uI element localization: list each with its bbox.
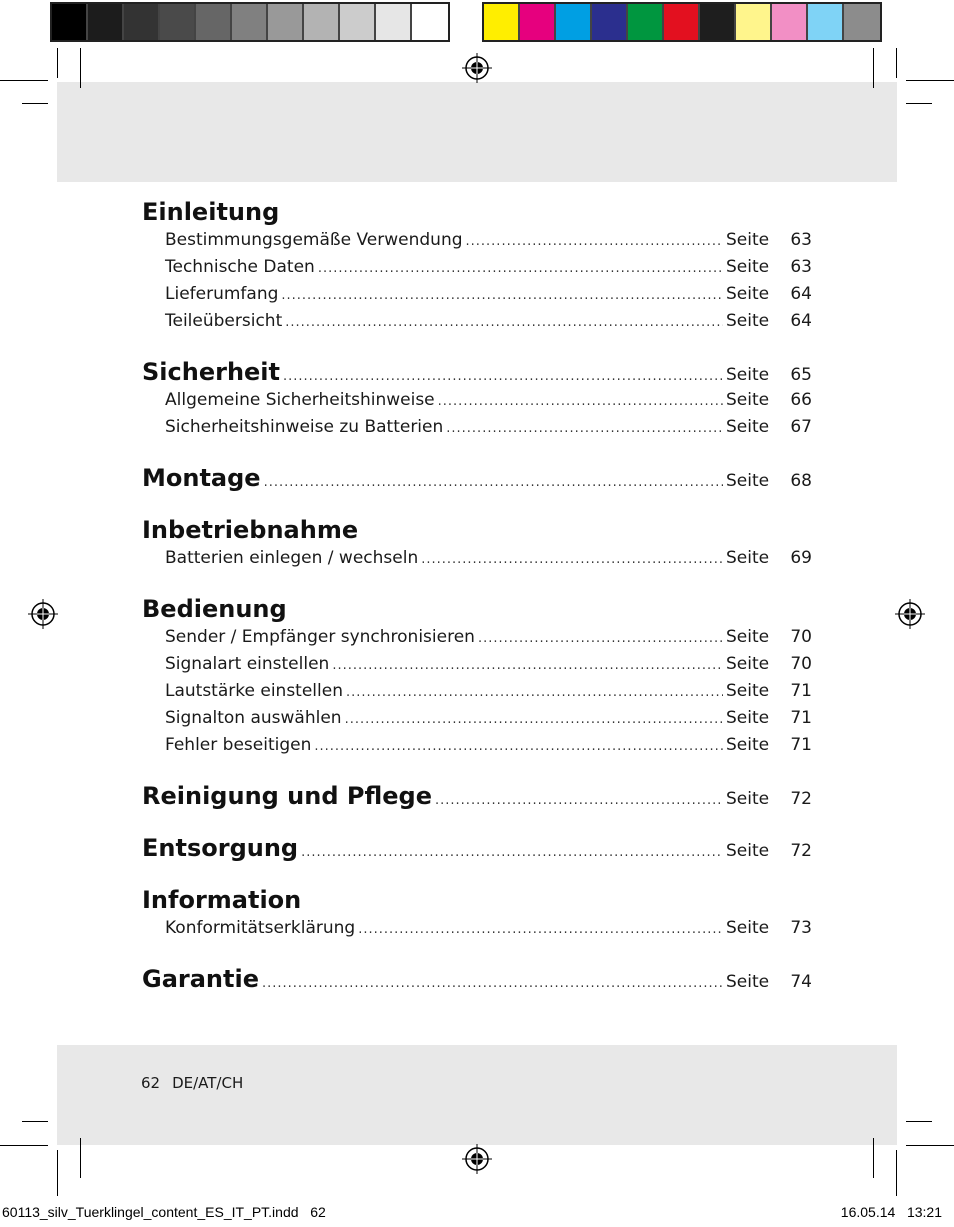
crop-mark xyxy=(873,1138,874,1178)
section-spacer xyxy=(142,866,812,886)
toc-section xyxy=(142,595,812,762)
crop-mark xyxy=(0,1145,48,1146)
entry-label: Allgemeine Sicherheitshinweise xyxy=(165,390,435,410)
section-spacer xyxy=(142,496,812,516)
crop-mark xyxy=(57,48,58,78)
toc-section xyxy=(142,464,812,496)
section-spacer xyxy=(142,338,812,358)
seite-label: Seite xyxy=(726,284,770,304)
section-title: Sicherheit xyxy=(142,358,280,386)
leader-dots xyxy=(438,394,723,409)
seite-label: Seite xyxy=(726,654,770,674)
page-ref: 74 xyxy=(790,972,812,992)
seite-label: Seite xyxy=(726,972,770,992)
toc-entry[interactable] xyxy=(142,417,812,444)
crop-mark xyxy=(906,103,932,104)
toc-entry[interactable] xyxy=(142,230,812,257)
entry-label: Bestimmungsgemäße Verwendung xyxy=(165,230,463,250)
table-of-contents xyxy=(142,198,812,997)
seite-label: Seite xyxy=(726,390,770,410)
toc-entry[interactable] xyxy=(142,681,812,708)
header-band xyxy=(57,82,897,182)
seite-label: Seite xyxy=(726,627,770,647)
leader-dots xyxy=(285,315,723,330)
section-spacer xyxy=(142,762,812,782)
toc-entry[interactable] xyxy=(142,257,812,284)
grey-swatch xyxy=(124,4,160,40)
leader-dots xyxy=(478,631,723,646)
entry-label: Batterien einlegen / wechseln xyxy=(165,548,419,568)
registration-mark-icon xyxy=(462,1144,492,1174)
crop-mark xyxy=(896,48,897,78)
leader-dots xyxy=(264,475,723,490)
toc-entry[interactable] xyxy=(142,284,812,311)
page-ref: 69 xyxy=(790,548,812,568)
toc-section-heading[interactable] xyxy=(142,198,812,230)
grey-swatch xyxy=(88,4,124,40)
process-color-swatch xyxy=(772,4,808,40)
section-title: Information xyxy=(142,886,302,914)
section-title: Entsorgung xyxy=(142,834,299,862)
leader-dots xyxy=(345,712,723,727)
toc-entry[interactable] xyxy=(142,654,812,681)
seite-label: Seite xyxy=(726,708,770,728)
toc-section-heading[interactable] xyxy=(142,516,812,548)
process-color-swatch xyxy=(592,4,628,40)
process-color-swatch xyxy=(628,4,664,40)
process-color-swatch xyxy=(844,4,880,40)
page-ref: 71 xyxy=(790,681,812,701)
crop-mark xyxy=(0,80,48,81)
toc-section xyxy=(142,886,812,945)
page-ref: 72 xyxy=(790,841,812,861)
page-number: 62 xyxy=(141,1074,161,1092)
section-spacer xyxy=(142,945,812,965)
page-ref: 71 xyxy=(790,735,812,755)
page-ref: 68 xyxy=(790,471,812,491)
grey-swatch xyxy=(268,4,304,40)
process-color-swatch xyxy=(700,4,736,40)
page-footer xyxy=(141,1074,255,1092)
toc-entry[interactable] xyxy=(142,918,812,945)
entry-label: Konformitätserklärung xyxy=(165,918,356,938)
grey-swatch xyxy=(376,4,412,40)
crop-mark xyxy=(906,1145,954,1146)
seite-label: Seite xyxy=(726,918,770,938)
leader-dots xyxy=(358,922,723,937)
page-ref: 66 xyxy=(790,390,812,410)
toc-entry[interactable] xyxy=(142,708,812,735)
grey-swatch xyxy=(52,4,88,40)
crop-mark xyxy=(873,48,874,88)
entry-label: Lieferumfang xyxy=(165,284,279,304)
process-color-swatch xyxy=(736,4,772,40)
entry-label: Fehler beseitigen xyxy=(165,735,312,755)
toc-section-heading[interactable] xyxy=(142,965,812,997)
footer-band xyxy=(57,1045,897,1145)
toc-entry[interactable] xyxy=(142,627,812,654)
crop-mark xyxy=(57,1150,58,1196)
grey-swatch xyxy=(160,4,196,40)
crop-mark xyxy=(22,1121,48,1122)
leader-dots xyxy=(421,552,723,567)
entry-label: Signalart einstellen xyxy=(165,654,330,674)
seite-label: Seite xyxy=(726,230,770,250)
page-ref: 64 xyxy=(790,311,812,331)
toc-entry[interactable] xyxy=(142,311,812,338)
seite-label: Seite xyxy=(726,257,770,277)
crop-mark xyxy=(906,80,954,81)
process-color-swatch xyxy=(484,4,520,40)
entry-label: Sender / Empfänger synchronisieren xyxy=(165,627,475,647)
entry-label: Signalton auswählen xyxy=(165,708,342,728)
leader-dots xyxy=(283,369,723,384)
leader-dots xyxy=(446,421,723,436)
toc-entry[interactable] xyxy=(142,735,812,762)
page-ref: 71 xyxy=(790,708,812,728)
seite-label: Seite xyxy=(726,365,770,385)
crop-mark xyxy=(80,1138,81,1178)
seite-label: Seite xyxy=(726,417,770,437)
section-title: Reinigung und Pflege xyxy=(142,782,433,810)
leader-dots xyxy=(262,976,723,991)
registration-mark-icon xyxy=(28,599,58,629)
seite-label: Seite xyxy=(726,471,770,491)
grey-swatch xyxy=(304,4,340,40)
leader-dots xyxy=(332,658,723,673)
registration-mark-icon xyxy=(462,53,492,83)
seite-label: Seite xyxy=(726,735,770,755)
toc-section-heading[interactable] xyxy=(142,782,812,814)
leader-dots xyxy=(318,261,723,276)
section-title: Garantie xyxy=(142,965,259,993)
page-ref: 63 xyxy=(790,230,812,250)
seite-label: Seite xyxy=(726,789,770,809)
page-ref: 67 xyxy=(790,417,812,437)
toc-entry[interactable] xyxy=(142,390,812,417)
page-ref: 65 xyxy=(790,365,812,385)
page-ref: 72 xyxy=(790,789,812,809)
leader-dots xyxy=(281,288,723,303)
section-spacer xyxy=(142,575,812,595)
seite-label: Seite xyxy=(726,548,770,568)
section-title: Inbetriebnahme xyxy=(142,516,359,544)
grey-swatch xyxy=(412,4,448,40)
page-ref: 64 xyxy=(790,284,812,304)
process-color-swatch xyxy=(520,4,556,40)
section-spacer xyxy=(142,814,812,834)
grey-swatch xyxy=(196,4,232,40)
entry-label: Lautstärke einstellen xyxy=(165,681,343,701)
toc-section-heading[interactable] xyxy=(142,834,812,866)
toc-section xyxy=(142,965,812,997)
toc-section xyxy=(142,834,812,866)
grey-color-bar xyxy=(50,2,450,42)
entry-label: Sicherheitshinweise zu Batterien xyxy=(165,417,444,437)
leader-dots xyxy=(435,793,723,808)
grey-swatch xyxy=(232,4,268,40)
seite-label: Seite xyxy=(726,311,770,331)
process-color-swatch xyxy=(556,4,592,40)
toc-section xyxy=(142,782,812,814)
section-spacer xyxy=(142,444,812,464)
crop-mark xyxy=(906,1121,932,1122)
registration-mark-icon xyxy=(895,599,925,629)
section-title: Bedienung xyxy=(142,595,287,623)
leader-dots xyxy=(466,234,723,249)
crop-mark xyxy=(896,1150,897,1196)
leader-dots xyxy=(346,685,723,700)
toc-section xyxy=(142,516,812,575)
toc-section-heading[interactable] xyxy=(142,595,812,627)
page-ref: 73 xyxy=(790,918,812,938)
language-code: DE/AT/CH xyxy=(172,1074,244,1092)
toc-section xyxy=(142,198,812,338)
leader-dots xyxy=(314,739,723,754)
process-color-swatch xyxy=(808,4,844,40)
seite-label: Seite xyxy=(726,681,770,701)
grey-swatch xyxy=(340,4,376,40)
file-slug: 60113_silv_Tuerklingel_content_ES_IT_PT.indd 62 xyxy=(2,1204,326,1220)
crop-mark xyxy=(22,103,48,104)
section-title: Montage xyxy=(142,464,261,492)
page-ref: 70 xyxy=(790,654,812,674)
toc-section xyxy=(142,358,812,444)
entry-label: Teileübersicht xyxy=(165,311,283,331)
leader-dots xyxy=(301,845,723,860)
page-ref: 70 xyxy=(790,627,812,647)
toc-section-heading[interactable] xyxy=(142,464,812,496)
date-slug: 16.05.14 13:21 xyxy=(840,1204,942,1220)
process-color-swatch xyxy=(664,4,700,40)
toc-section-heading[interactable] xyxy=(142,886,812,918)
crop-mark xyxy=(80,48,81,88)
section-title: Einleitung xyxy=(142,198,280,226)
entry-label: Technische Daten xyxy=(165,257,315,277)
process-color-bar xyxy=(482,2,882,42)
page-ref: 63 xyxy=(790,257,812,277)
toc-section-heading[interactable] xyxy=(142,358,812,390)
toc-entry[interactable] xyxy=(142,548,812,575)
seite-label: Seite xyxy=(726,841,770,861)
